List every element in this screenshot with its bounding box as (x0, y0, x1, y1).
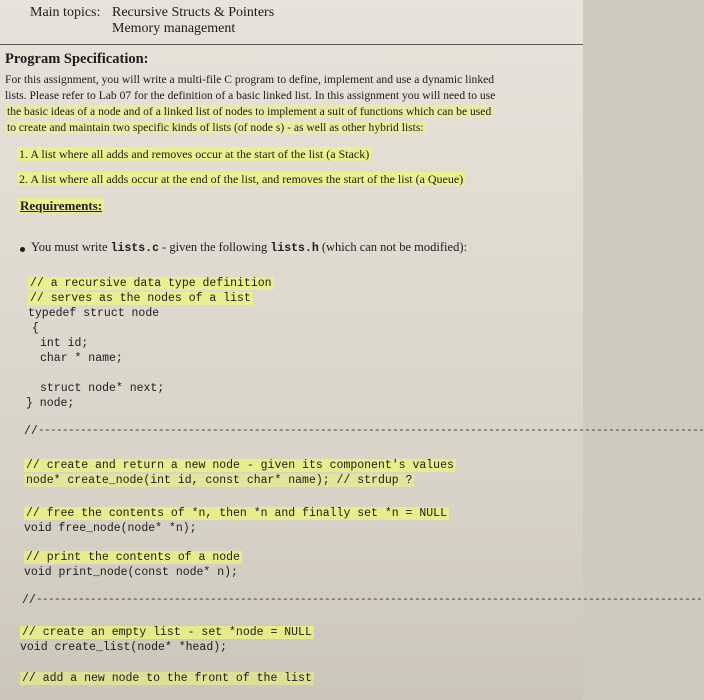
code-line-15 (20, 626, 314, 639)
req-text-pre: You must write (31, 240, 111, 254)
code-line-3: typedef struct node (28, 307, 160, 320)
code-line-16: void create_list(node* *head); (20, 641, 228, 654)
requirements-title-text: Requirements: (20, 198, 103, 213)
code-line-1-text: // a recursive data type definition (30, 277, 272, 290)
main-topic-2: Memory management (112, 21, 236, 36)
code-line-13 (24, 551, 242, 564)
req-text-post: (which can not be modified): (318, 240, 467, 254)
divider-1-dashes: --------------------------------------------------------------------------------------------------------------- (38, 425, 704, 437)
spec-line-3-text: the basic ideas of a node and of a linked list of nodes to implement a suit of functions which can be used (7, 105, 492, 118)
requirements-bullet (31, 240, 467, 255)
code-line-11 (24, 507, 449, 520)
spec-line-4-text: to create and maintain two specific kinds of lists (of node s) - as well as other hybrid lists: (7, 121, 424, 134)
req-code-lists-h: lists.h (270, 242, 319, 255)
code-line-2 (28, 292, 253, 305)
code-line-9 (24, 459, 456, 472)
spec-item-1-text: 1. A list where all adds and removes occur at the start of the list (a Stack) (19, 147, 370, 161)
req-code-lists-c: lists.c (110, 242, 159, 255)
header-rule (0, 44, 583, 45)
req-text-mid: - given the following (158, 240, 271, 254)
code-line-5: int id; (40, 337, 89, 350)
divider-2-dashes: --------------------------------------------------------------------------------------------------------------- (36, 594, 703, 606)
spec-item-1 (17, 147, 371, 162)
code-line-13-text: // print the contents of a node (26, 551, 240, 564)
spec-item-2-text: 2. A list where all adds occur at the end of the list, and removes the start of the list (a Queue) (19, 172, 464, 186)
main-topic-1: Recursive Structs & Pointers (112, 5, 275, 20)
code-line-10-text: node* create_node(int id, const char* name); // strdup ? (26, 474, 413, 487)
code-line-8: } node; (26, 397, 75, 410)
code-line-11-text: // free the contents of *n, then *n and finally set *n = NULL (26, 507, 447, 520)
code-line-2-text: // serves as the nodes of a list (30, 292, 251, 305)
spec-line-3 (5, 105, 493, 118)
spec-item-2 (17, 172, 465, 187)
code-line-12: void free_node(node* *n); (24, 522, 197, 535)
divider-2-start: // (22, 594, 36, 607)
code-line-14: void print_node(const node* n); (24, 566, 238, 579)
code-line-7: struct node* next; (40, 382, 165, 395)
spec-line-2: lists. Please refer to Lab 07 for the definition of a basic linked list. In this assignment you will need to use (5, 89, 496, 102)
spec-title: Program Specification: (5, 51, 149, 67)
code-line-6: char * name; (40, 352, 123, 365)
bullet-icon (20, 247, 25, 252)
code-line-10 (24, 474, 414, 487)
code-line-17-text: // add a new node to the front of the list (22, 672, 312, 685)
requirements-title (18, 198, 104, 214)
code-line-1 (28, 277, 274, 290)
code-line-15-text: // create an empty list - set *node = NULL (22, 626, 312, 639)
code-line-9-text: // create and return a new node - given its component's values (26, 459, 454, 472)
spec-line-4 (5, 121, 426, 134)
main-topics-label: Main topics: (30, 5, 101, 20)
spec-line-1: For this assignment, you will write a multi-file C program to define, implement and use a dynamic linked (5, 73, 495, 86)
code-line-4: { (32, 322, 39, 335)
code-line-17 (20, 672, 314, 685)
divider-1-start: // (24, 425, 38, 438)
